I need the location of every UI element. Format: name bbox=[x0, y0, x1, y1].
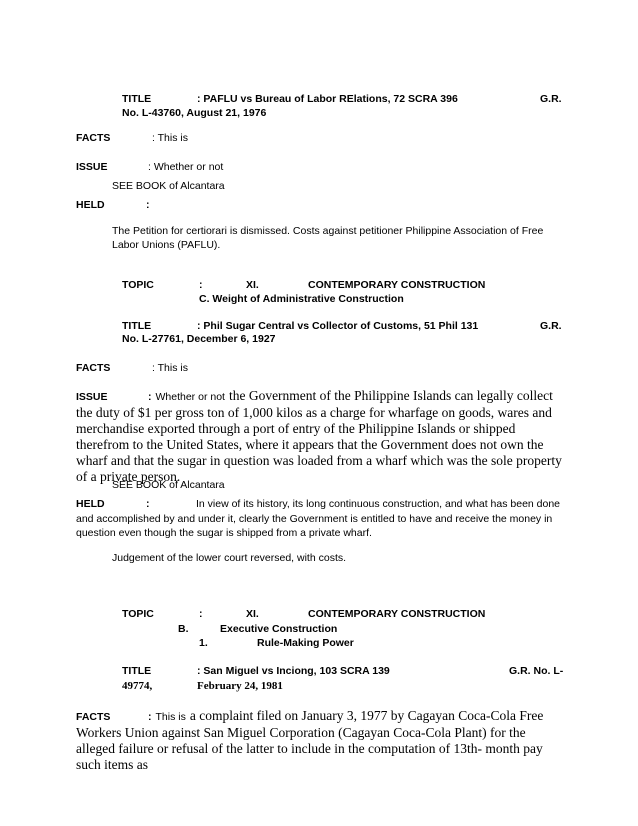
case2-facts-label: FACTS bbox=[76, 362, 111, 374]
case1-held-colon: : bbox=[146, 199, 150, 211]
case1-facts-label: FACTS bbox=[76, 132, 111, 144]
topic1-sub: C. Weight of Administrative Construction bbox=[199, 293, 404, 305]
topic2-item-num: 1. bbox=[199, 637, 208, 649]
topic2-label: TOPIC bbox=[122, 608, 154, 620]
case2-issue-colon: : bbox=[148, 391, 152, 403]
topic2-item: Rule-Making Power bbox=[257, 637, 354, 649]
case3-facts-serif: a complaint filed on January 3, 1977 by Cagayan Coca-Cola Free Workers Union against San Miguel Corporation (Cagayan Coca-Cola Plant) for the alleged failure or refusal of the latter to include in the computation of 13th- month pay such items as bbox=[76, 708, 544, 772]
case2-held-text: In view of its history, its long continuous construction, and what has been done and accomplished by and under it, clearly the Government is entitled to have and receive the money in question even though the sugar is shipped from a private wharf. bbox=[76, 498, 561, 539]
case1-held-text: The Petition for certiorari is dismissed. Costs against petitioner Philippine Association of Free Labor Unions (PAFLU). bbox=[112, 225, 544, 251]
topic2-num: XI. bbox=[246, 608, 259, 620]
case2-issue-label: ISSUE bbox=[76, 391, 108, 403]
case1-facts-text: : This is bbox=[152, 132, 188, 144]
case3-facts-paragraph bbox=[76, 708, 564, 773]
case3-title-text: : San Miguel vs Inciong, 103 SCRA 139 bbox=[197, 665, 390, 677]
case2-title-label: TITLE bbox=[122, 320, 152, 332]
case1-see-book: SEE BOOK of Alcantara bbox=[112, 180, 225, 192]
case2-see-book: SEE BOOK of Alcantara bbox=[112, 479, 225, 491]
case2-judgement: Judgement of the lower court reversed, with costs. bbox=[112, 552, 347, 564]
topic2-colon: : bbox=[199, 608, 203, 620]
case3-gr-num: 49774, bbox=[122, 680, 153, 692]
case2-gr-label: G.R. bbox=[540, 320, 562, 332]
case1-held-label: HELD bbox=[76, 199, 105, 211]
case1-issue-label: ISSUE bbox=[76, 161, 108, 173]
topic1-num: XI. bbox=[246, 279, 259, 291]
topic2-sub: Executive Construction bbox=[220, 623, 338, 635]
case1-issue-text: : Whether or not bbox=[148, 161, 224, 173]
case3-facts-label: FACTS bbox=[76, 711, 111, 723]
case1-title-label: TITLE bbox=[122, 93, 152, 105]
case2-title-line2: No. L-27761, December 6, 1927 bbox=[122, 333, 276, 345]
case2-facts-text: : This is bbox=[152, 362, 188, 374]
case2-title-text: : Phil Sugar Central vs Collector of Customs, 51 Phil 131 bbox=[197, 320, 479, 332]
case3-facts-colon: : bbox=[148, 711, 152, 723]
case3-facts-small: This is bbox=[155, 711, 186, 723]
topic2-heading: CONTEMPORARY CONSTRUCTION bbox=[308, 608, 486, 620]
case2-held-label: HELD bbox=[76, 498, 105, 510]
case2-issue-serif: the Government of the Philippine Islands can legally collect the duty of $1 per gross ton of 1,000 kilos as a charge for wharfage on goods, wares and merchandise exported through a port of entry of the Philippine Islands or shipped therefrom to the United States, where it appears that the Government does not own the wharf and that the sugar in question was loaded from a wharf which was the sole property of a private person. bbox=[76, 388, 562, 484]
case1-gr-label: G.R. bbox=[540, 93, 562, 105]
case3-title-label: TITLE bbox=[122, 665, 152, 677]
case3-gr-label: G.R. No. L- bbox=[509, 665, 564, 677]
case1-title-text: : PAFLU vs Bureau of Labor RElations, 72 SCRA 396 bbox=[197, 93, 458, 105]
topic1-colon: : bbox=[199, 279, 203, 291]
case3-date: February 24, 1981 bbox=[197, 680, 283, 692]
topic1-heading: CONTEMPORARY CONSTRUCTION bbox=[308, 279, 486, 291]
case2-held-paragraph bbox=[76, 497, 566, 541]
case2-held-colon: : bbox=[146, 498, 150, 510]
case2-issue-paragraph bbox=[76, 388, 564, 485]
topic2-sub-letter: B. bbox=[178, 623, 189, 635]
case1-title-line2: No. L-43760, August 21, 1976 bbox=[122, 107, 267, 119]
topic1-label: TOPIC bbox=[122, 279, 154, 291]
case2-issue-small: Whether or not bbox=[155, 391, 225, 403]
